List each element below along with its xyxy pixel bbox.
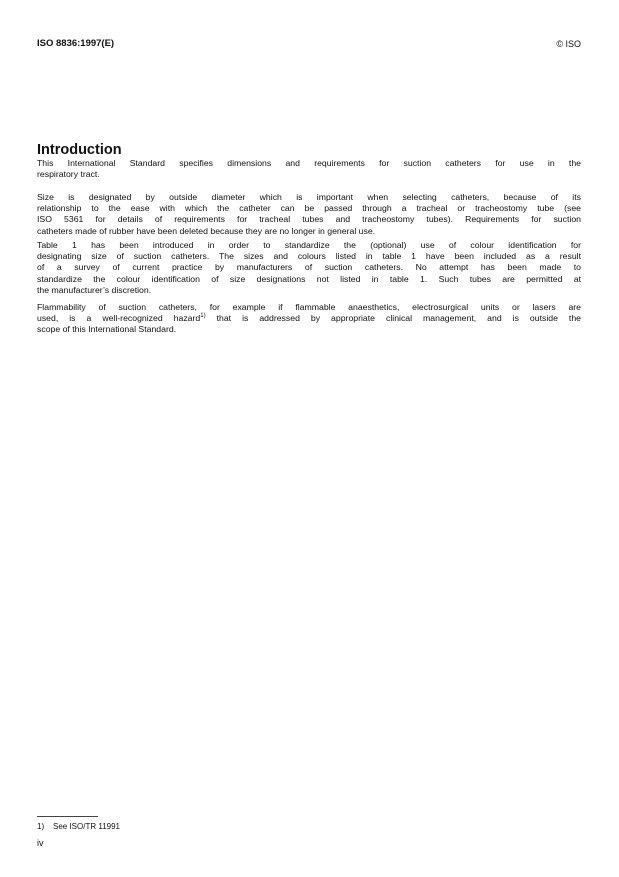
text-line: the manufacturer’s discretion. (37, 284, 152, 295)
text-line: ISO 5361 for details of requirements for tracheal tubes and tracheostomy tubes). Requirements for suction (37, 214, 581, 225)
paragraph-table-1 (37, 240, 581, 296)
page-number: iv (37, 838, 44, 848)
footnote-reference[interactable]: 1) (200, 313, 206, 320)
section-title: Introduction (37, 142, 122, 158)
text-line: designating size of suction catheters. The sizes and colours listed in table 1 have been included as a result (37, 251, 581, 262)
text-line: of a survey of current practice by manufacturers of suction catheters. No attempt has been made to (37, 262, 581, 273)
text-segment: used, is a well-recognized hazard (37, 313, 201, 324)
text-segment: that is addressed by appropriate clinical management, and is outside the (205, 313, 581, 324)
text-line: Table 1 has been introduced in order to standardize the (optional) use of colour identification for (37, 240, 581, 250)
footnote-text: See ISO/TR 11991 (53, 822, 120, 831)
copyright-notice: © ISO (556, 39, 581, 49)
document-id: ISO 8836:1997(E) (37, 38, 115, 49)
text-line (37, 313, 581, 324)
footnote-divider (37, 816, 98, 817)
text-line: scope of this International Standard. (37, 324, 177, 335)
text-line: Flammability of suction catheters, for example if flammable anaesthetics, electrosurgical units or lasers are (37, 302, 581, 312)
text-line: respiratory tract. (37, 169, 100, 180)
paragraph-scope (37, 158, 581, 180)
text-line: standardize the colour identification of size designations not listed in table 1. Such tubes are permitted at (37, 273, 581, 284)
paragraph-flammability (37, 302, 581, 336)
footnote-marker: 1) (37, 822, 45, 831)
footnote (37, 822, 120, 831)
text-line: catheters made of rubber have been deleted because they are no longer in general use. (37, 225, 376, 236)
paragraph-size-designation (37, 192, 581, 237)
text-line: Size is designated by outside diameter which is important when selecting catheters, because of its (37, 192, 581, 202)
text-line: relationship to the ease with which the catheter can be passed through a tracheal or tracheostomy tube (see (37, 203, 581, 214)
text-line: This International Standard specifies dimensions and requirements for suction catheters for use in the (37, 158, 581, 168)
